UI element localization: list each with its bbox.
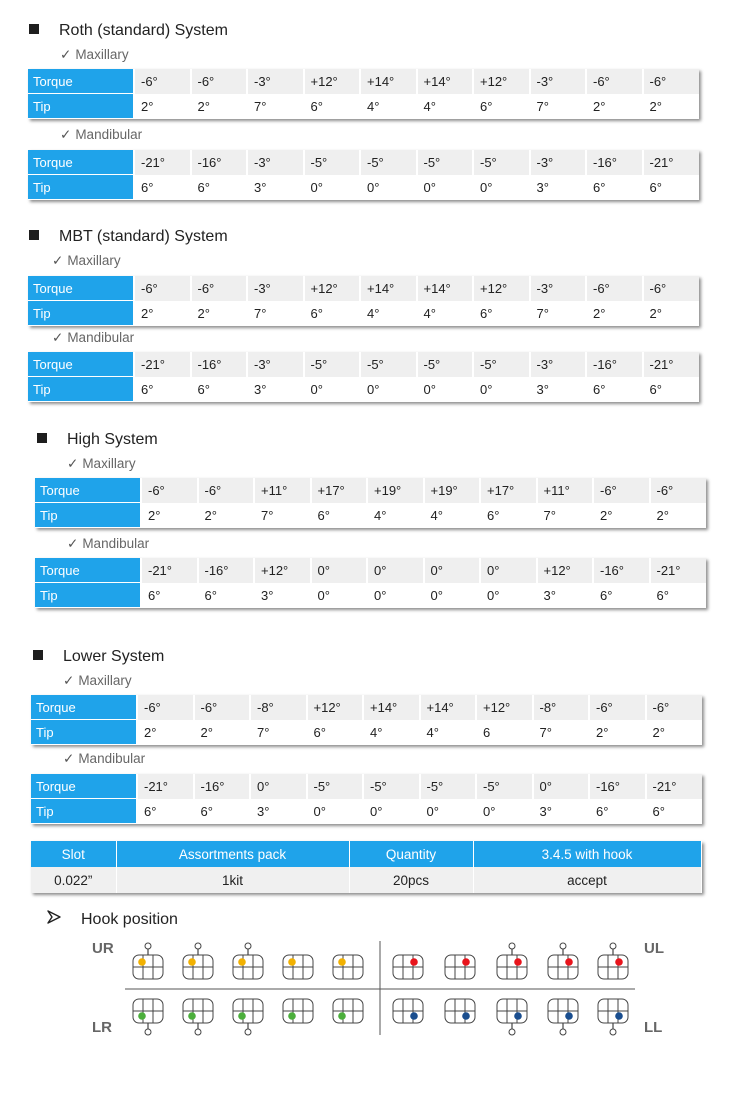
tip-value: 0° <box>473 377 530 402</box>
torque-value: -5° <box>304 352 361 377</box>
bracket-icon <box>598 943 628 979</box>
tip-value: 6° <box>198 583 255 608</box>
tip-value: 0° <box>473 175 530 200</box>
header-assortments-pack: Assortments pack <box>116 841 349 867</box>
torque-value: -5° <box>360 352 417 377</box>
check-icon: ✓ <box>60 47 72 62</box>
hook-dot-icon <box>238 1012 246 1020</box>
torque-value: +11° <box>537 478 594 503</box>
torque-value: -5° <box>417 150 474 175</box>
torque-value: -5° <box>307 774 364 799</box>
tip-value: 3° <box>254 583 311 608</box>
torque-value: -5° <box>476 774 533 799</box>
sub-heading-mandibular: ✓ Mandibular <box>63 751 146 766</box>
tip-value: 2° <box>198 503 255 528</box>
tip-value: 3° <box>537 583 594 608</box>
spec-table <box>31 774 702 824</box>
tip-value: 7° <box>530 94 587 119</box>
torque-row <box>35 478 706 503</box>
hook-dot-icon <box>188 958 196 966</box>
torque-value: -5° <box>473 150 530 175</box>
spec-table <box>28 150 699 200</box>
torque-value: -6° <box>586 69 643 94</box>
tip-row <box>28 94 699 119</box>
value-assortments-pack: 1kit <box>116 867 349 893</box>
tip-value: 0° <box>304 175 361 200</box>
torque-value: -3° <box>247 276 304 301</box>
torque-value: +14° <box>363 695 420 720</box>
torque-value: +19° <box>424 478 481 503</box>
value-hook: accept <box>473 867 701 893</box>
torque-value: +17° <box>311 478 368 503</box>
bracket-icon <box>497 999 527 1035</box>
torque-value: +14° <box>420 695 477 720</box>
hook-dot-icon <box>410 1012 418 1020</box>
tip-value: 0° <box>360 175 417 200</box>
tip-value: 2° <box>593 503 650 528</box>
torque-value: -6° <box>593 478 650 503</box>
tip-value: 6° <box>307 720 364 745</box>
torque-value: +12° <box>537 558 594 583</box>
tip-value: 7° <box>533 720 590 745</box>
torque-value: -21° <box>650 558 707 583</box>
header-slot: Slot <box>31 841 116 867</box>
hook-dot-icon <box>338 958 346 966</box>
tip-value: 4° <box>420 720 477 745</box>
tip-row <box>28 175 699 200</box>
tip-value: 4° <box>367 503 424 528</box>
tip-row <box>28 301 699 326</box>
torque-value: -6° <box>134 276 191 301</box>
hook-dot-icon <box>514 958 522 966</box>
torque-value: -16° <box>589 774 646 799</box>
check-icon: ✓ <box>52 330 64 345</box>
tip-value: 6° <box>650 583 707 608</box>
torque-value: +12° <box>254 558 311 583</box>
tip-row <box>31 720 702 745</box>
bracket-icon <box>283 999 313 1023</box>
spec-table <box>35 478 706 528</box>
bracket-icon <box>393 955 423 979</box>
torque-value: -8° <box>533 695 590 720</box>
tip-value: 6° <box>643 377 700 402</box>
tip-value: 7° <box>247 301 304 326</box>
torque-value: -6° <box>643 69 700 94</box>
sub-heading-maxillary: ✓ Maxillary <box>63 673 132 688</box>
tip-value: 0° <box>311 583 368 608</box>
torque-value: +12° <box>304 69 361 94</box>
tip-value: 4° <box>424 503 481 528</box>
torque-value: -5° <box>473 352 530 377</box>
bracket-icon <box>233 999 263 1035</box>
tip-value: 4° <box>360 301 417 326</box>
sub-heading-maxillary: ✓ Maxillary <box>60 47 129 62</box>
sub-heading-mandibular: ✓ Mandibular <box>67 536 150 551</box>
tip-value: 2° <box>191 301 248 326</box>
tip-value: 6° <box>589 799 646 824</box>
corner-label-ur: UR <box>92 940 114 957</box>
torque-value: -16° <box>586 352 643 377</box>
torque-value: +12° <box>307 695 364 720</box>
tip-value: 7° <box>537 503 594 528</box>
tip-value: 4° <box>417 301 474 326</box>
torque-value: 0° <box>480 558 537 583</box>
hook-dot-icon <box>138 958 146 966</box>
tip-value: 2° <box>589 720 646 745</box>
torque-value: -6° <box>646 695 703 720</box>
tip-value: 0° <box>360 377 417 402</box>
torque-value: -21° <box>141 558 198 583</box>
bracket-icon <box>445 999 475 1023</box>
tip-value: 0° <box>424 583 481 608</box>
torque-value: +14° <box>360 69 417 94</box>
tip-value: 6° <box>194 799 251 824</box>
torque-value: -5° <box>360 150 417 175</box>
torque-value: -5° <box>420 774 477 799</box>
tip-value: 6° <box>134 377 191 402</box>
section-heading-lower: Lower System <box>33 647 164 667</box>
torque-label: Torque <box>31 774 137 799</box>
hook-dot-icon <box>462 1012 470 1020</box>
torque-value: -3° <box>247 150 304 175</box>
tip-value: 6° <box>646 799 703 824</box>
tip-value: 7° <box>530 301 587 326</box>
torque-row <box>28 352 699 377</box>
torque-row <box>31 695 702 720</box>
tip-value: 0° <box>476 799 533 824</box>
tip-value: 6° <box>137 799 194 824</box>
value-slot: 0.022” <box>31 867 116 893</box>
hook-dot-icon <box>514 1012 522 1020</box>
torque-value: -6° <box>198 478 255 503</box>
tip-value: 6° <box>593 583 650 608</box>
torque-value: -21° <box>643 352 700 377</box>
tip-row <box>35 503 706 528</box>
tip-label: Tip <box>35 503 141 528</box>
square-bullet-icon <box>33 650 43 660</box>
tip-label: Tip <box>28 301 134 326</box>
square-bullet-icon <box>37 433 47 443</box>
hook-dot-icon <box>338 1012 346 1020</box>
tip-value: 6° <box>643 175 700 200</box>
hook-dot-icon <box>615 1012 623 1020</box>
tip-value: 3° <box>530 175 587 200</box>
spec-table <box>28 352 699 402</box>
tip-label: Tip <box>28 94 134 119</box>
value-quantity: 20pcs <box>349 867 473 893</box>
check-icon: ✓ <box>67 456 79 471</box>
sub-heading-mandibular: ✓ Mandibular <box>52 330 135 345</box>
spec-table <box>31 695 702 745</box>
tip-value: 4° <box>360 94 417 119</box>
torque-value: -6° <box>134 69 191 94</box>
torque-value: -3° <box>530 352 587 377</box>
tip-value: 2° <box>134 94 191 119</box>
corner-label-ll: LL <box>644 1019 663 1036</box>
tip-value: 3° <box>533 799 590 824</box>
hook-dot-icon <box>565 958 573 966</box>
arrow-bullet-icon <box>47 909 71 931</box>
tip-value: 7° <box>250 720 307 745</box>
torque-value: -21° <box>137 774 194 799</box>
tip-value: 6° <box>480 503 537 528</box>
torque-value: 0° <box>367 558 424 583</box>
torque-value: -6° <box>589 695 646 720</box>
product-info-table <box>31 841 702 893</box>
tip-value: 7° <box>254 503 311 528</box>
bracket-icon <box>133 999 163 1035</box>
tip-value: 2° <box>134 301 191 326</box>
tip-value: 6° <box>586 377 643 402</box>
torque-value: -16° <box>198 558 255 583</box>
tip-value: 0° <box>304 377 361 402</box>
torque-value: -6° <box>643 276 700 301</box>
tip-value: 4° <box>363 720 420 745</box>
tip-value: 2° <box>650 503 707 528</box>
square-bullet-icon <box>29 24 39 34</box>
bracket-icon <box>283 955 313 979</box>
check-icon: ✓ <box>60 127 72 142</box>
tip-value: 2° <box>194 720 251 745</box>
tip-value: 3° <box>247 175 304 200</box>
section-heading-high: High System <box>37 430 158 450</box>
tip-value: 2° <box>586 301 643 326</box>
torque-value: -5° <box>363 774 420 799</box>
tip-row <box>35 583 706 608</box>
tip-label: Tip <box>28 175 134 200</box>
tip-value: 3° <box>530 377 587 402</box>
torque-value: -16° <box>194 774 251 799</box>
hook-dot-icon <box>462 958 470 966</box>
bracket-icon <box>183 943 213 979</box>
section-heading-roth: Roth (standard) System <box>29 21 228 41</box>
tip-value: 0° <box>367 583 424 608</box>
tip-value: 6° <box>304 301 361 326</box>
torque-value: 0° <box>533 774 590 799</box>
check-icon: ✓ <box>67 536 79 551</box>
hook-dot-icon <box>615 958 623 966</box>
tip-value: 3° <box>250 799 307 824</box>
torque-value: -8° <box>250 695 307 720</box>
tip-value: 3° <box>247 377 304 402</box>
torque-label: Torque <box>35 478 141 503</box>
hook-position-heading: Hook position <box>47 909 178 931</box>
tip-value: 7° <box>247 94 304 119</box>
hook-dot-icon <box>565 1012 573 1020</box>
torque-value: +14° <box>417 276 474 301</box>
section-heading-mbt: MBT (standard) System <box>29 227 228 247</box>
corner-label-lr: LR <box>92 1019 112 1036</box>
sub-heading-maxillary: ✓ Maxillary <box>52 253 121 268</box>
torque-label: Torque <box>31 695 137 720</box>
sub-heading-mandibular: ✓ Mandibular <box>60 127 143 142</box>
header-quantity: Quantity <box>349 841 473 867</box>
check-icon: ✓ <box>63 673 75 688</box>
tip-value: 0° <box>420 799 477 824</box>
tip-value: 6 <box>476 720 533 745</box>
tip-label: Tip <box>35 583 141 608</box>
tip-value: 6° <box>141 583 198 608</box>
tip-value: 2° <box>191 94 248 119</box>
tip-value: 0° <box>480 583 537 608</box>
bracket-icon <box>333 999 363 1023</box>
torque-value: +14° <box>360 276 417 301</box>
bracket-icon <box>598 999 628 1035</box>
torque-value: -21° <box>134 352 191 377</box>
square-bullet-icon <box>29 230 39 240</box>
tip-value: 2° <box>643 94 700 119</box>
hook-position-diagram <box>120 935 640 1040</box>
torque-value: -3° <box>247 352 304 377</box>
tip-value: 0° <box>307 799 364 824</box>
torque-value: -3° <box>530 69 587 94</box>
tip-row <box>31 799 702 824</box>
torque-value: -3° <box>530 276 587 301</box>
hook-dot-icon <box>288 1012 296 1020</box>
torque-value: +12° <box>473 69 530 94</box>
bracket-icon <box>233 943 263 979</box>
tip-row <box>28 377 699 402</box>
torque-label: Torque <box>28 276 134 301</box>
tip-value: 0° <box>417 175 474 200</box>
torque-value: 0° <box>311 558 368 583</box>
bracket-icon <box>548 999 578 1035</box>
torque-value: +12° <box>304 276 361 301</box>
tip-value: 2° <box>141 503 198 528</box>
torque-row <box>28 150 699 175</box>
torque-value: -21° <box>646 774 703 799</box>
tip-value: 6° <box>473 301 530 326</box>
tip-value: 2° <box>646 720 703 745</box>
spec-table <box>28 69 699 119</box>
tip-value: 6° <box>134 175 191 200</box>
tip-value: 6° <box>304 94 361 119</box>
torque-value: -6° <box>194 695 251 720</box>
torque-value: -21° <box>643 150 700 175</box>
torque-value: -6° <box>586 276 643 301</box>
torque-value: -3° <box>530 150 587 175</box>
hook-dot-icon <box>238 958 246 966</box>
tip-value: 2° <box>643 301 700 326</box>
torque-value: 0° <box>250 774 307 799</box>
hook-dot-icon <box>188 1012 196 1020</box>
torque-label: Torque <box>28 352 134 377</box>
torque-row <box>28 69 699 94</box>
tip-value: 6° <box>311 503 368 528</box>
header-hook: 3.4.5 with hook <box>473 841 701 867</box>
tip-value: 6° <box>191 377 248 402</box>
torque-row <box>35 558 706 583</box>
tip-value: 0° <box>417 377 474 402</box>
torque-value: -21° <box>134 150 191 175</box>
torque-row <box>31 774 702 799</box>
tip-value: 6° <box>586 175 643 200</box>
torque-value: -6° <box>141 478 198 503</box>
bracket-icon <box>445 955 475 979</box>
torque-value: +19° <box>367 478 424 503</box>
tip-label: Tip <box>31 799 137 824</box>
tip-value: 4° <box>417 94 474 119</box>
torque-value: -6° <box>137 695 194 720</box>
bracket-icon <box>497 943 527 979</box>
torque-value: +12° <box>473 276 530 301</box>
torque-value: -16° <box>191 352 248 377</box>
torque-label: Torque <box>35 558 141 583</box>
sub-heading-maxillary: ✓ Maxillary <box>67 456 136 471</box>
tip-label: Tip <box>28 377 134 402</box>
tip-value: 2° <box>137 720 194 745</box>
torque-value: -16° <box>586 150 643 175</box>
corner-label-ul: UL <box>644 940 664 957</box>
torque-row <box>28 276 699 301</box>
bracket-icon <box>393 999 423 1023</box>
spec-table <box>35 558 706 608</box>
torque-value: +11° <box>254 478 311 503</box>
tip-value: 0° <box>363 799 420 824</box>
torque-label: Torque <box>28 150 134 175</box>
bracket-icon <box>183 999 213 1035</box>
torque-value: 0° <box>424 558 481 583</box>
check-icon: ✓ <box>63 751 75 766</box>
hook-dot-icon <box>410 958 418 966</box>
tip-value: 6° <box>473 94 530 119</box>
torque-value: -3° <box>247 69 304 94</box>
hook-dot-icon <box>288 958 296 966</box>
tip-value: 6° <box>191 175 248 200</box>
torque-value: -16° <box>191 150 248 175</box>
torque-value: -16° <box>593 558 650 583</box>
spec-table <box>28 276 699 326</box>
torque-label: Torque <box>28 69 134 94</box>
torque-value: -6° <box>191 69 248 94</box>
hook-dot-icon <box>138 1012 146 1020</box>
bracket-icon <box>548 943 578 979</box>
torque-value: +12° <box>476 695 533 720</box>
torque-value: -5° <box>304 150 361 175</box>
bracket-icon <box>333 955 363 979</box>
torque-value: +17° <box>480 478 537 503</box>
torque-value: -6° <box>191 276 248 301</box>
torque-value: -5° <box>417 352 474 377</box>
torque-value: +14° <box>417 69 474 94</box>
check-icon: ✓ <box>52 253 64 268</box>
torque-value: -6° <box>650 478 707 503</box>
tip-label: Tip <box>31 720 137 745</box>
tip-value: 2° <box>586 94 643 119</box>
bracket-icon <box>133 943 163 979</box>
